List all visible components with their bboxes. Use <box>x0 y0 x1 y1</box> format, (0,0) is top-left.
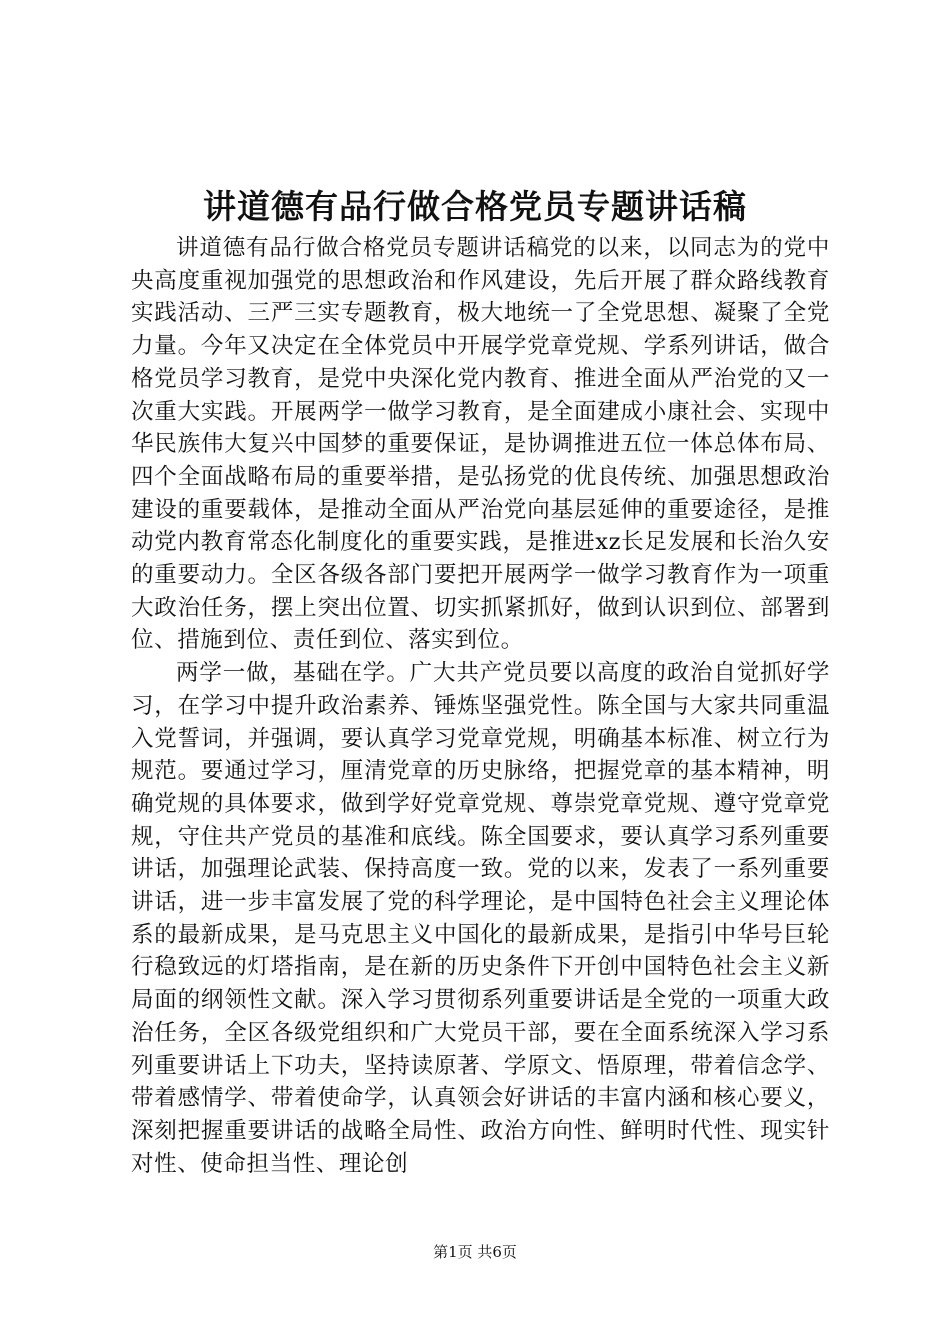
paragraph-2: 两学一做，基础在学。广大共产党员要以高度的政治自觉抓好学习，在学习中提升政治素养、锤炼坚强党性。陈全国与大家共同重温入党誓词，并强调，要认真学习党章党规，明确基本标准、树立行为规范。要通过学习，厘清党章的历史脉络，把握党章的基本精神，明确党规的具体要求，做到学好党章党规、尊崇党章党规、遵守党章党规，守住共产党员的基准和底线。陈全国要求，要认真学习系列重要讲话，加强理论武装、保持高度一致。党的以来，发表了一系列重要讲话，进一步丰富发展了党的科学理论，是中国特色社会主义理论体系的最新成果，是马克思主义中国化的最新成果，是指引中华号巨轮行稳致远的灯塔指南，是在新的历史条件下开创中国特色社会主义新局面的纲领性文献。深入学习贯彻系列重要讲话是全党的一项重大政治任务，全区各级党组织和广大党员干部，要在全面系统深入学习系列重要讲话上下功夫，坚持读原著、学原文、悟原理，带着信念学、带着感情学、带着使命学，认真领会好讲话的丰富内涵和核心要义，深刻把握重要讲话的战略全局性、政治方向性、鲜明时代性、现实针对性、使命担当性、理论创 <box>131 660 830 1177</box>
document-title: 讲道德有品行做合格党员专题讲话稿 <box>203 187 747 226</box>
document-body <box>131 232 830 1180</box>
paragraph-1: 讲道德有品行做合格党员专题讲话稿党的以来，以同志为的党中央高度重视加强党的思想政治和作风建设，先后开展了群众路线教育实践活动、三严三实专题教育，极大地统一了全党思想、凝聚了全党力量。今年又决定在全体党员中开展学党章党规、学系列讲话，做合格党员学习教育，是党中央深化党内教育、推进全面从严治党的又一次重大实践。开展两学一做学习教育，是全面建成小康社会、实现中华民族伟大复兴中国梦的重要保证，是协调推进五位一体总体布局、四个全面战略布局的重要举措，是弘扬党的优良传统、加强思想政治建设的重要载体，是推动全面从严治党向基层延伸的重要途径，是推动党内教育常态化制度化的重要实践，是推进xz长足发展和长治久安的重要动力。全区各级各部门要把开展两学一做学习教育作为一项重大政治任务，摆上突出位置、切实抓紧抓好，做到认识到位、部署到位、措施到位、责任到位、落实到位。 <box>131 235 830 654</box>
page-footer: 第1页 共6页 <box>433 1243 517 1261</box>
